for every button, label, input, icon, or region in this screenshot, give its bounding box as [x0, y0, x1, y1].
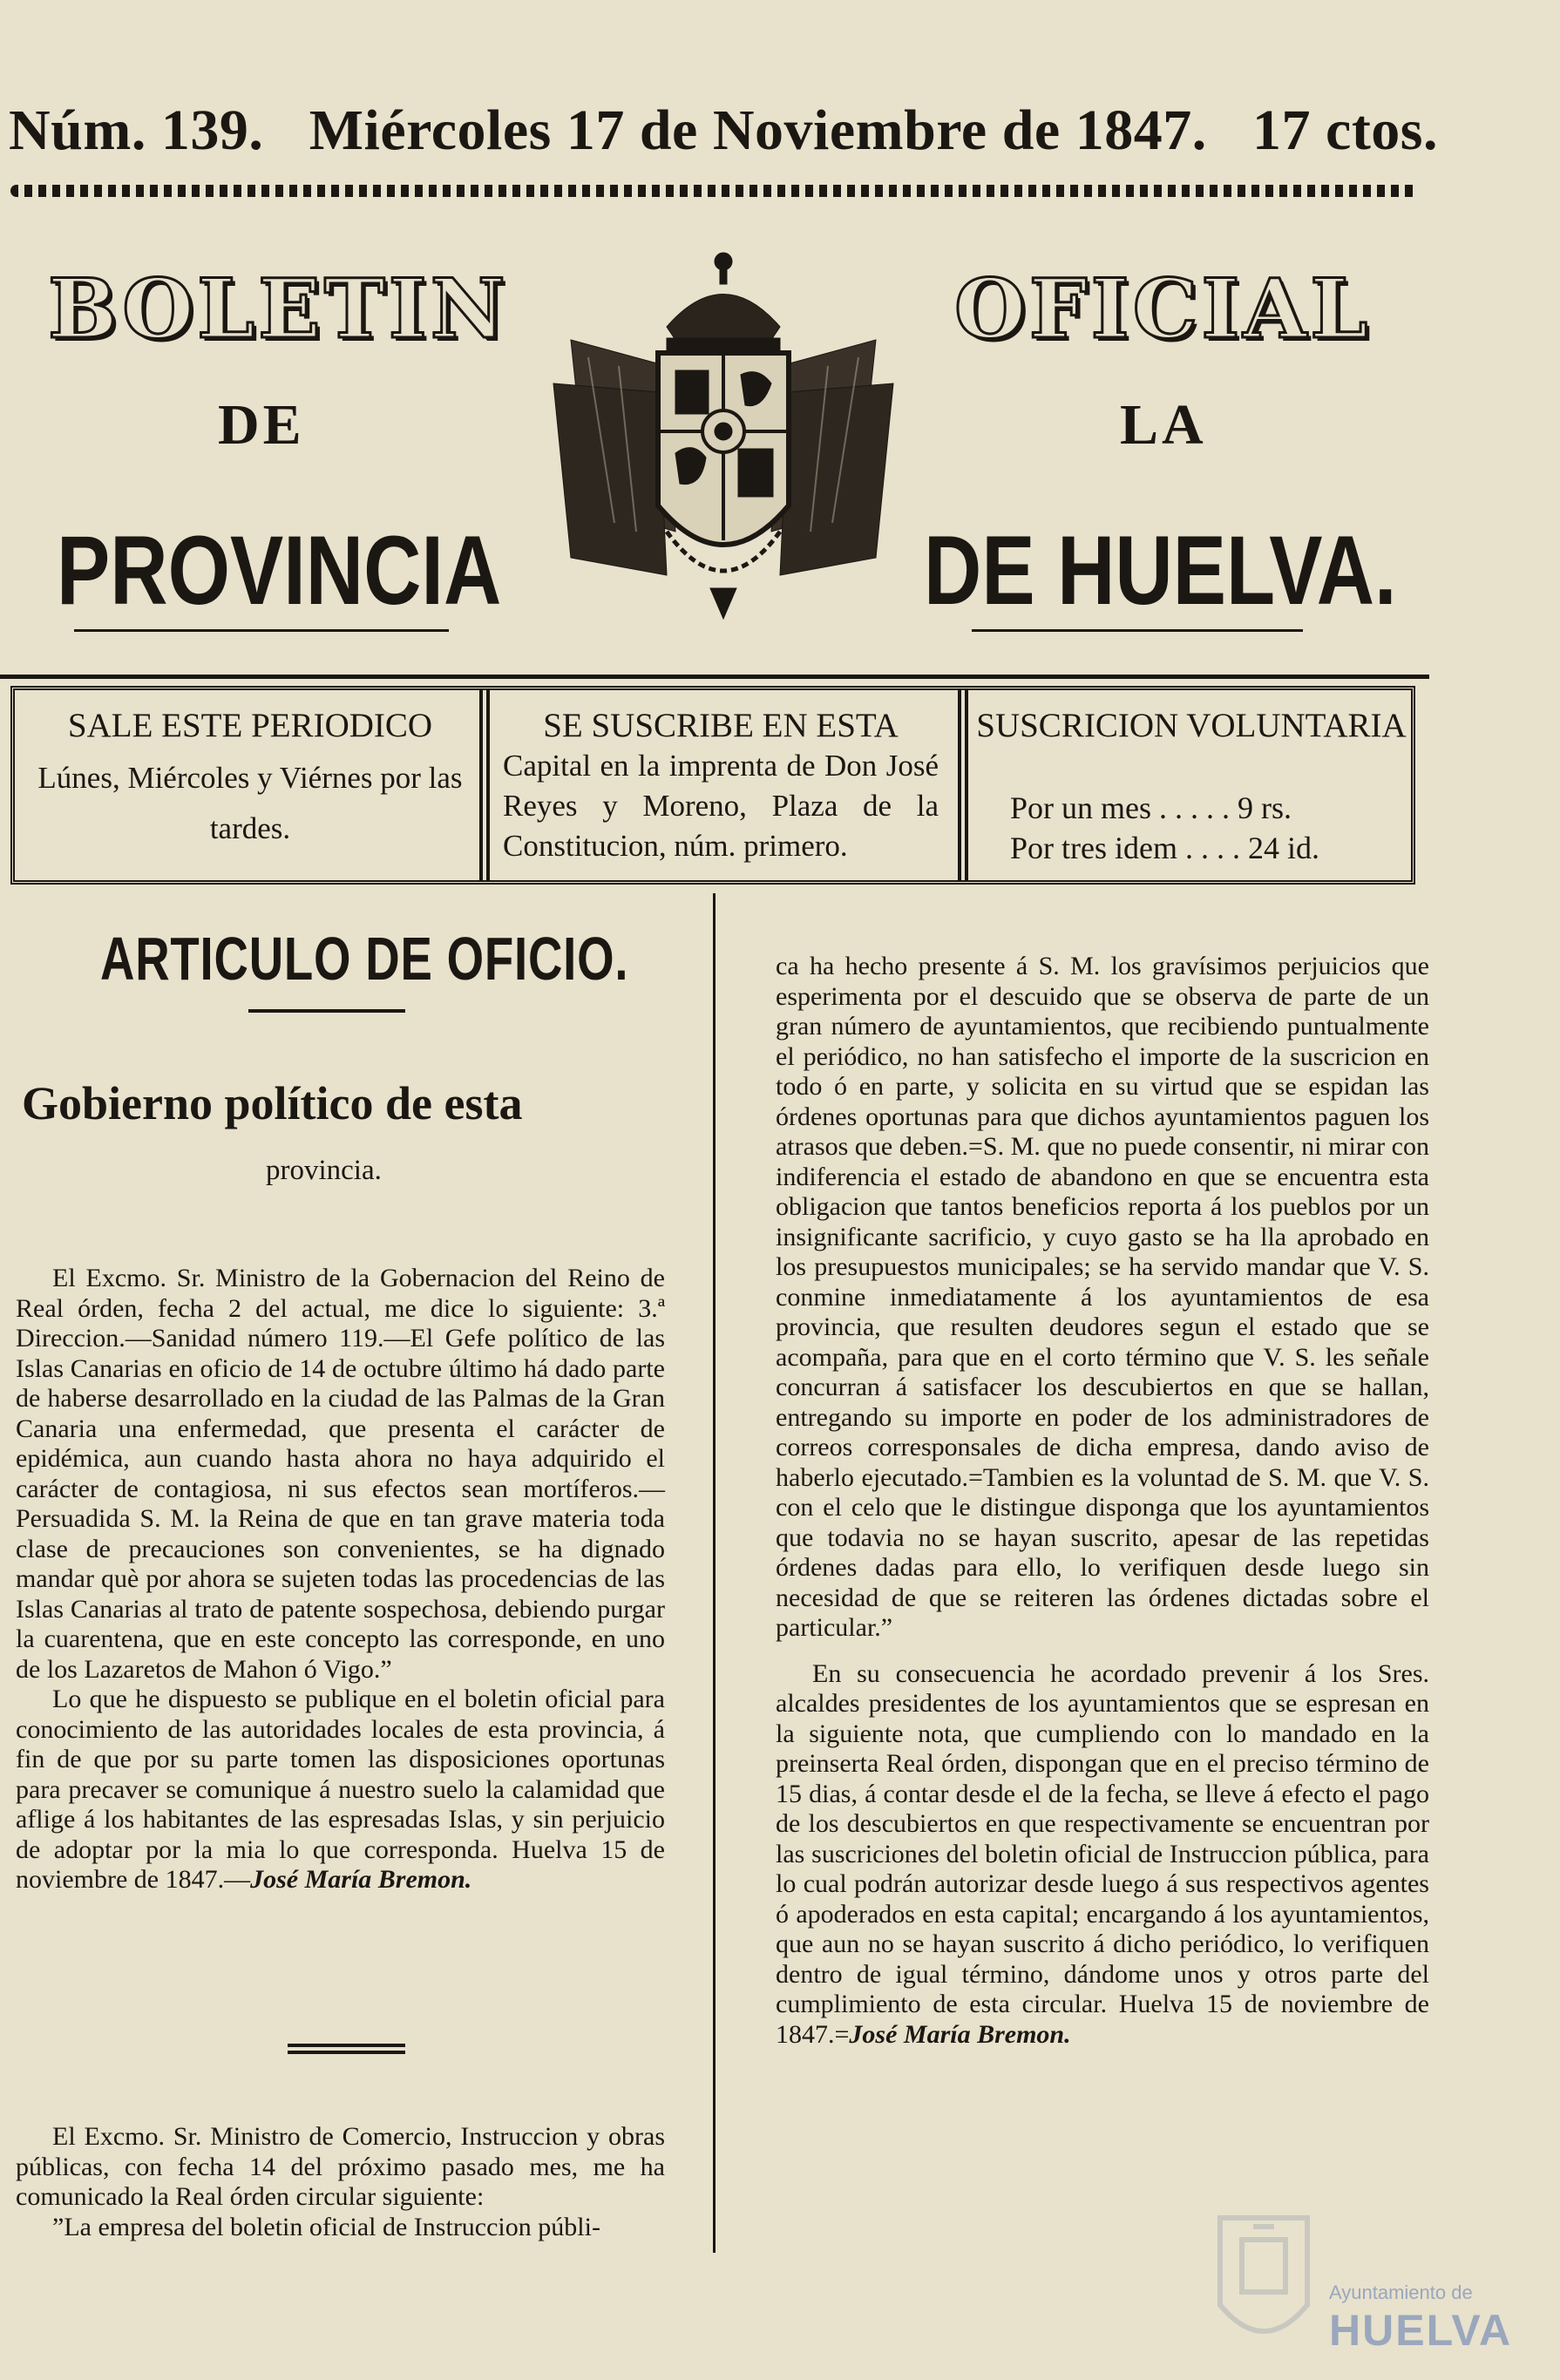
- column-divider: [958, 690, 961, 880]
- schedule-heading: SALE ESTE PERIODICO: [67, 707, 433, 744]
- column-divider: [965, 690, 968, 880]
- ministry-paragraph: El Excmo. Sr. Ministro de Comercio, Instruccion y obras públicas, con fecha 14 del próximo pasado mes, me ha comunicado la Real órden circular siguiente:: [16, 2122, 665, 2211]
- schedule-column: [24, 706, 477, 854]
- subscription-info-box: [10, 686, 1415, 885]
- decorative-rule: [10, 185, 1418, 197]
- column-rule: [713, 893, 716, 2253]
- signature: José María Bremon.: [849, 2019, 1071, 2049]
- masthead-provincia: PROVINCIA: [57, 516, 502, 625]
- column-divider: [479, 690, 483, 880]
- price-column: [973, 706, 1409, 868]
- masthead-boletin: BOLETIN: [48, 261, 509, 357]
- decree-paragraph: El Excmo. Sr. Ministro de la Gobernacion del Reino de Real órden, fecha 2 del actual, me dice lo siguiente: 3.ª Direccion.—Sanidad número 119.—El Gefe político de las Islas Canarias en oficio de 14 de octubre último há dado parte de haberse desarrollado en la ciudad de las Palmas de la Gran Canaria una enfermedad, que presenta el carácter de epidémica, aun cuando hasta ahora no haya adquirido el carácter de contagiosa, ni sus efectos sean mortíferos.—Persuadida S. M. la Reina de que en tan grave materia toda clase de precauciones son convenientes, se ha dignado mandar què por ahora se sujeten todas las procedencias de las Islas Canarias al trato de patente sospechosa, debiendo purgar la cuarentena, que en este concepto las corresponde, en uno de los Lazaretos de Mahon ó Vigo.”: [16, 1264, 665, 1684]
- signature: José María Bremon.: [250, 1865, 472, 1894]
- section-title: Gobierno político de esta: [22, 1077, 523, 1129]
- circular-start: ”La empresa del boletin oficial de Instruccion públi-: [52, 2212, 600, 2241]
- masthead-de: DE: [218, 393, 305, 457]
- price-line-three-months: Por tres idem . . . . 24 id.: [1010, 831, 1319, 865]
- consequence-text: En su consecuencia he acordado prevenir á los Sres. alcaldes presidentes de los ayuntamientos que se espresan en la siguiente nota, que cumpliendo con lo mandado en la preinserta Real órden, dispongan que en el preciso término de 15 dias, á contar desde el de la fecha, se lleve á efecto el pago de los descubiertos en que respectivamente se encuentran por las suscriciones del boletin oficial de Instruccion pública, para lo cual podrán autorizar desde luego á sus respectivos agentes ó apoderados en esta capital; encargando á los ayuntamientos, que aun no se hayan suscrito á dicho periódico, lo verifiquen dentro de igual término, dándome unos y otros parte del cumplimiento de esta circular. Huelva 15 de noviembre de 1847.=: [776, 1658, 1429, 2049]
- price-line-month: Por un mes . . . . . 9 rs.: [1010, 790, 1292, 825]
- issue-number: Núm. 139.: [9, 98, 264, 162]
- schedule-text: Lúnes, Miércoles y Viérnes por las tardes.: [37, 761, 463, 845]
- section-ornament: [288, 2051, 405, 2054]
- section-subtitle: provincia.: [266, 1155, 382, 1186]
- consequence-paragraph: [776, 1659, 1429, 2051]
- heading-ornament: [248, 1009, 405, 1013]
- decree-publication-text: Lo que he dispuesto se publique en el boletin oficial para conocimiento de las autoridades locales de esta provincia, á fin de que por su parte tomen las disposiciones oportunas para precaver se comunique á nuestro suelo la calamidad que aflige á los habitantes de las espresadas Islas, y sin perjuicio de adoptar por la mia lo que corresponda. Huelva 15 de noviembre de 1847.—: [16, 1685, 665, 1894]
- issue-date: Miércoles 17 de Noviembre de 1847.: [309, 98, 1207, 162]
- watermark-line1: Ayuntamiento de: [1329, 2282, 1473, 2303]
- price-heading: SUSCRICION VOLUNTARIA: [976, 707, 1407, 744]
- masthead-rule-left: [74, 629, 449, 632]
- masthead-oficial: OFICIAL: [954, 261, 1372, 357]
- article-heading: ARTICULO DE OFICIO.: [100, 925, 629, 993]
- masthead-de-huelva: DE HUELVA.: [924, 516, 1397, 625]
- section-ornament: [288, 2044, 405, 2047]
- issue-price: 17 ctos.: [1252, 98, 1438, 162]
- left-column-lower: [16, 2122, 665, 2242]
- right-column: [776, 952, 1429, 2050]
- decree-publication-paragraph: [16, 1685, 665, 1895]
- subscription-location-column: [503, 706, 939, 866]
- masthead-rule-right: [972, 629, 1303, 632]
- royal-coat-of-arms-icon: [536, 244, 911, 636]
- subscription-text: Capital en la imprenta de Don José Reyes y Moreno, Plaza de la Constitucion, núm. primero.: [503, 749, 939, 863]
- watermark-line2: HUELVA: [1329, 2306, 1513, 2355]
- top-rule: [0, 675, 1429, 679]
- dateline: [9, 98, 1438, 164]
- left-column: [16, 1264, 665, 1895]
- masthead-la: LA: [1120, 393, 1207, 457]
- column-divider: [486, 690, 490, 880]
- subscription-heading: SE SUSCRIBE EN ESTA: [543, 707, 899, 744]
- circular-continuation: ca ha hecho presente á S. M. los gravísimos perjuicios que esperimenta por el descuido que se observa de parte de un gran número de ayuntamientos, que recibiendo puntualmente el periódico, no han satisfecho el importe de la suscricion en todo ó en parte, y solicita en su virtud que se espidan las órdenes oportunas para que dichos ayuntamientos paguen los atrasos que deben.=S. M. que no puede consentir, ni mirar con indiferencia el estado de abandono en que se encuentra esta obligacion que tantos beneficios reporta á los pueblos por un insignificante sacrificio, y cuyo gasto se ha lla aprobado en los presupuestos municipales; se ha servido mandar que V. S. conmine inmediatamente á los ayuntamientos de esa provincia, que resulten deudores segun el estado que se acompaña, para que en el corto término que V. S. les señale concurran á satisfacer los descubiertos en que se hallan, entregando su importe en poder de los administradores de correos corresponsales de dicha empresa, dando aviso de haberlo ejecutado.=Tambien es la voluntad de S. M. que V. S. con el celo que le distingue disponga que los ayuntamientos que todavia no se hayan suscrito, apesar de las repetidas órdenes dadas para ello, lo verifiquen desde luego sin necesidad de que se reiteren las órdenes dictadas sobre el particular.”: [776, 952, 1429, 1642]
